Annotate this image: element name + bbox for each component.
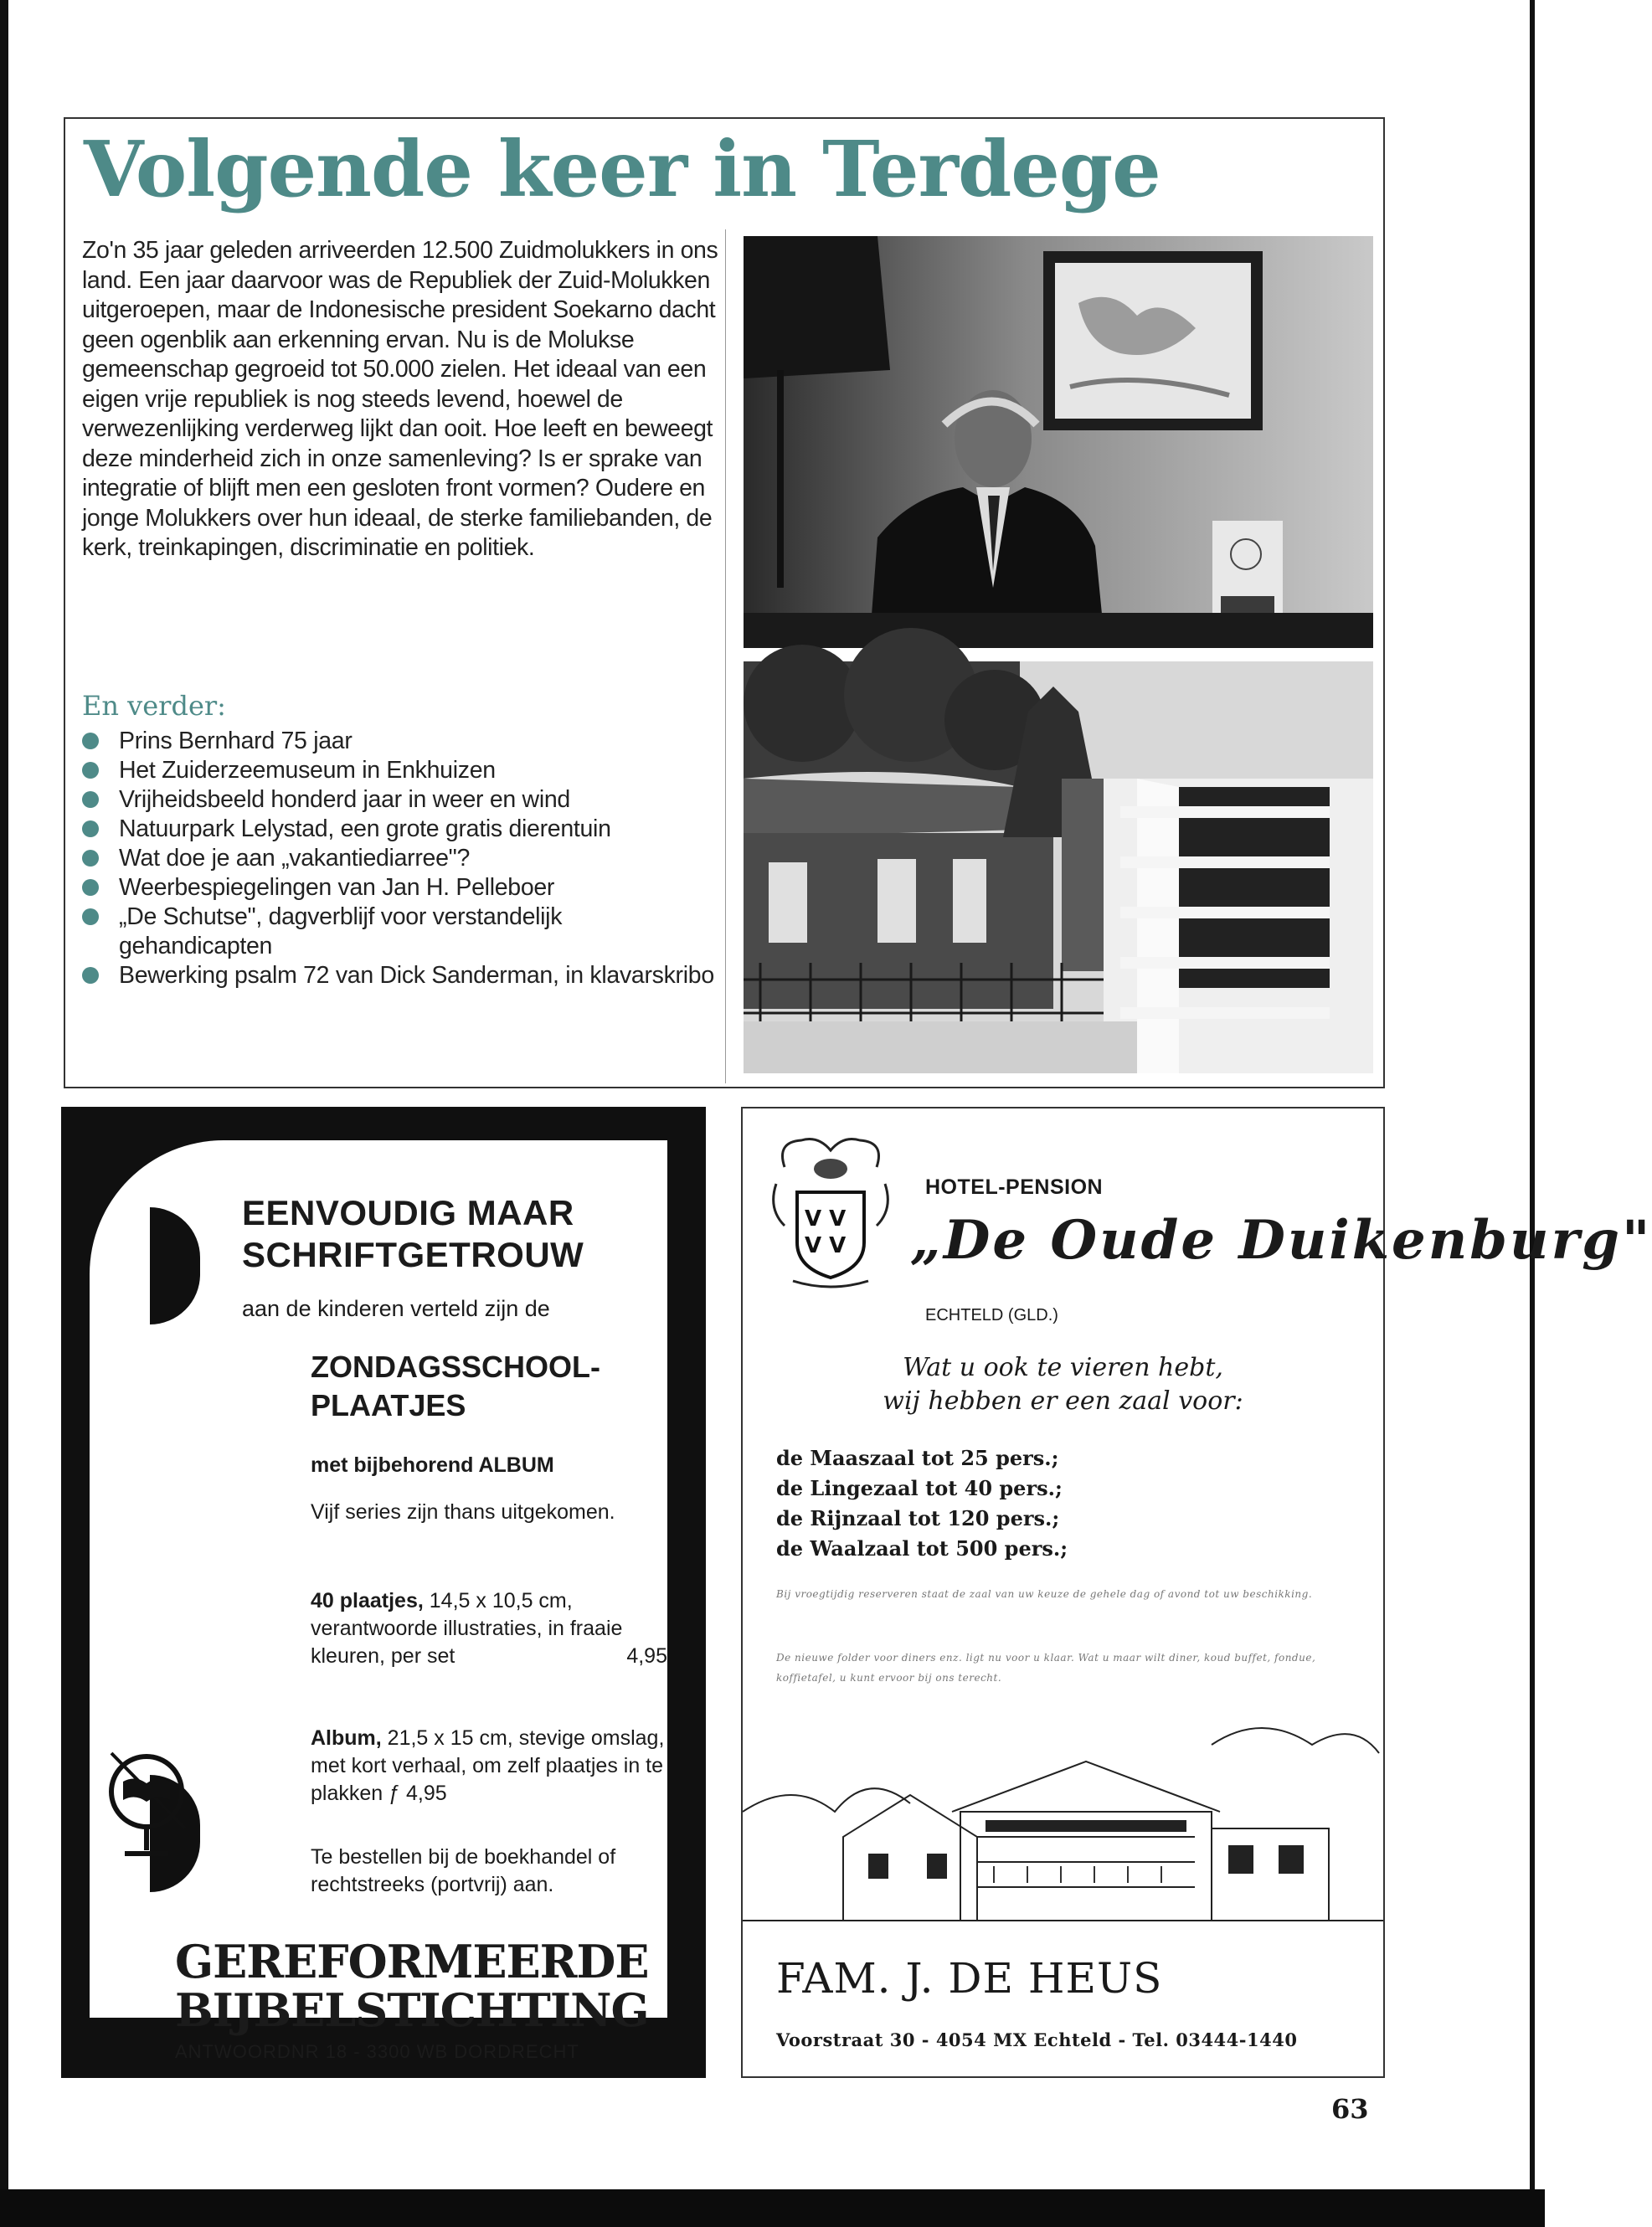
list-item: de Maaszaal tot 25 pers.;: [776, 1446, 1059, 1470]
photo-elderly-man: [744, 236, 1373, 648]
hotel-type: HOTEL-PENSION: [925, 1175, 1104, 1199]
headline: Volgende keer in Terdege: [84, 124, 1161, 214]
product-name: ZONDAGSSCHOOL- PLAATJES: [311, 1350, 600, 1422]
album-note: met bijbehorend ALBUM: [311, 1453, 554, 1477]
preview-article: [64, 117, 1385, 1088]
page-edge-right: [1530, 0, 1535, 2210]
list-item: Prins Bernhard 75 jaar: [82, 727, 718, 756]
order-text: Te bestellen bij de boekhandel of rechtstreeks (portvrij) aan.: [311, 1845, 616, 1896]
album-price: ƒ 4,95: [389, 1782, 447, 1805]
list-item: Bewerking psalm 72 van Dick Sanderman, in klavarskribo: [82, 961, 718, 990]
photo-zuiderzeemuseum: [744, 661, 1373, 1073]
list-item: Het Zuiderzeemuseum in Enkhuizen: [82, 756, 718, 785]
org-name: GEREFORMEERDE BIJBELSTICHTING: [175, 1935, 649, 2037]
hall-list: [776, 1443, 1068, 1564]
coat-of-arms-icon: [768, 1134, 893, 1293]
page-number: 63: [1331, 2093, 1369, 2125]
intro-text: Zo'n 35 jaar geleden arriveerden 12.500 Zuidmolukkers in ons land. Een jaar daarvoor was de Republiek der Zuid-Molukken uitgeroepen, maar de Indonesische president Soekarno dacht geen ogenblik aan erkenning ervan. Nu is de Molukse gemeenschap gegroeid tot 50.000 zielen. Het ideaal van een eigen vrije republiek is nog steeds levend, hoewel de verwezenlijking verderweg lijkt dan ooit. Hoe leeft en beweegt deze minderheid zich in onze samenleving? Is er sprake van integratie of blijft men een gesloten front vormen? Oudere en jonge Molukkers over hun ideaal, de sterke familiebanden, de kerk, treinkapingen, discriminatie en politiek.: [82, 237, 718, 561]
hotel-illustration: [743, 1711, 1383, 1937]
globe-book-logo: [95, 1736, 195, 1870]
hotel-slogan: Wat u ook te vieren hebt, wij hebben er een zaal voor:: [883, 1353, 1243, 1416]
list-item: Weerbespiegelingen van Jan H. Pelleboer: [82, 873, 718, 903]
list-item: de Lingezaal tot 40 pers.;: [776, 1476, 1063, 1500]
list-item: „De Schutse", dagverblijf voor verstandelijk gehandicapten: [82, 903, 718, 961]
svg-text:V V: V V: [805, 1206, 847, 1232]
list-item: Natuurpark Lelystad, een grote gratis dierentuin: [82, 815, 718, 844]
hotel-name: „De Oude Duikenburg": [910, 1209, 1652, 1272]
album-info: Album, 21,5 x 15 cm, stevige omslag, met kort verhaal, om zelf plaatjes in te plakken ƒ 4,95: [311, 1726, 665, 1805]
plates-info: 40 plaatjes, 14,5 x 10,5 cm, verantwoorde illustraties, in fraaie kleuren, per set 4,95: [311, 1587, 667, 1670]
list-item: Vrijheidsbeeld honderd jaar in weer en wind: [82, 785, 718, 815]
list-item: de Rijnzaal tot 120 pers.;: [776, 1506, 1060, 1530]
further-title: En verder:: [82, 690, 226, 722]
decorative-notch: [150, 1207, 200, 1324]
series-text: Vijf series zijn thans uitgekomen.: [311, 1500, 615, 1524]
page-edge-bottom: [0, 2189, 1545, 2227]
ad-hotel-pension: [741, 1107, 1652, 2078]
plates-price: 4,95: [626, 1644, 667, 1668]
hotel-address: Voorstraat 30 - 4054 MX Echteld - Tel. 03444-1440: [776, 2029, 1298, 2050]
reservation-note: Bij vroegtijdig reserveren staat de zaal van uw keuze de gehele dag of avond tot uw beschikking.: [776, 1588, 1313, 1600]
list-item: Wat doe je aan „vakantiediarree"?: [82, 844, 718, 873]
folder-note: De nieuwe folder voor diners enz. ligt nu voor u klaar. Wat u maar wilt diner, koud buffet, fondue, koffietafel, u kunt ervoor bij ons terecht.: [776, 1652, 1316, 1684]
ad-subtitle: aan de kinderen verteld zijn de: [242, 1296, 550, 1321]
ad-title: EENVOUDIG MAAR SCHRIFTGETROUW: [242, 1193, 584, 1274]
family-name: FAM. J. DE HEUS: [776, 1954, 1163, 2003]
further-list: [82, 727, 718, 990]
hotel-place: ECHTELD (GLD.): [925, 1306, 1058, 1324]
page-edge-left: [0, 0, 8, 2227]
org-address: ANTWOORDNR 18 - 3300 WB DORDRECHT: [175, 2041, 579, 2062]
ad-bijbelstichting: [61, 1107, 706, 2078]
list-item: de Waalzaal tot 500 pers.;: [776, 1536, 1068, 1561]
svg-text:V V: V V: [805, 1233, 847, 1258]
column-divider: [725, 229, 726, 1083]
ad-panel: [90, 1140, 667, 2062]
